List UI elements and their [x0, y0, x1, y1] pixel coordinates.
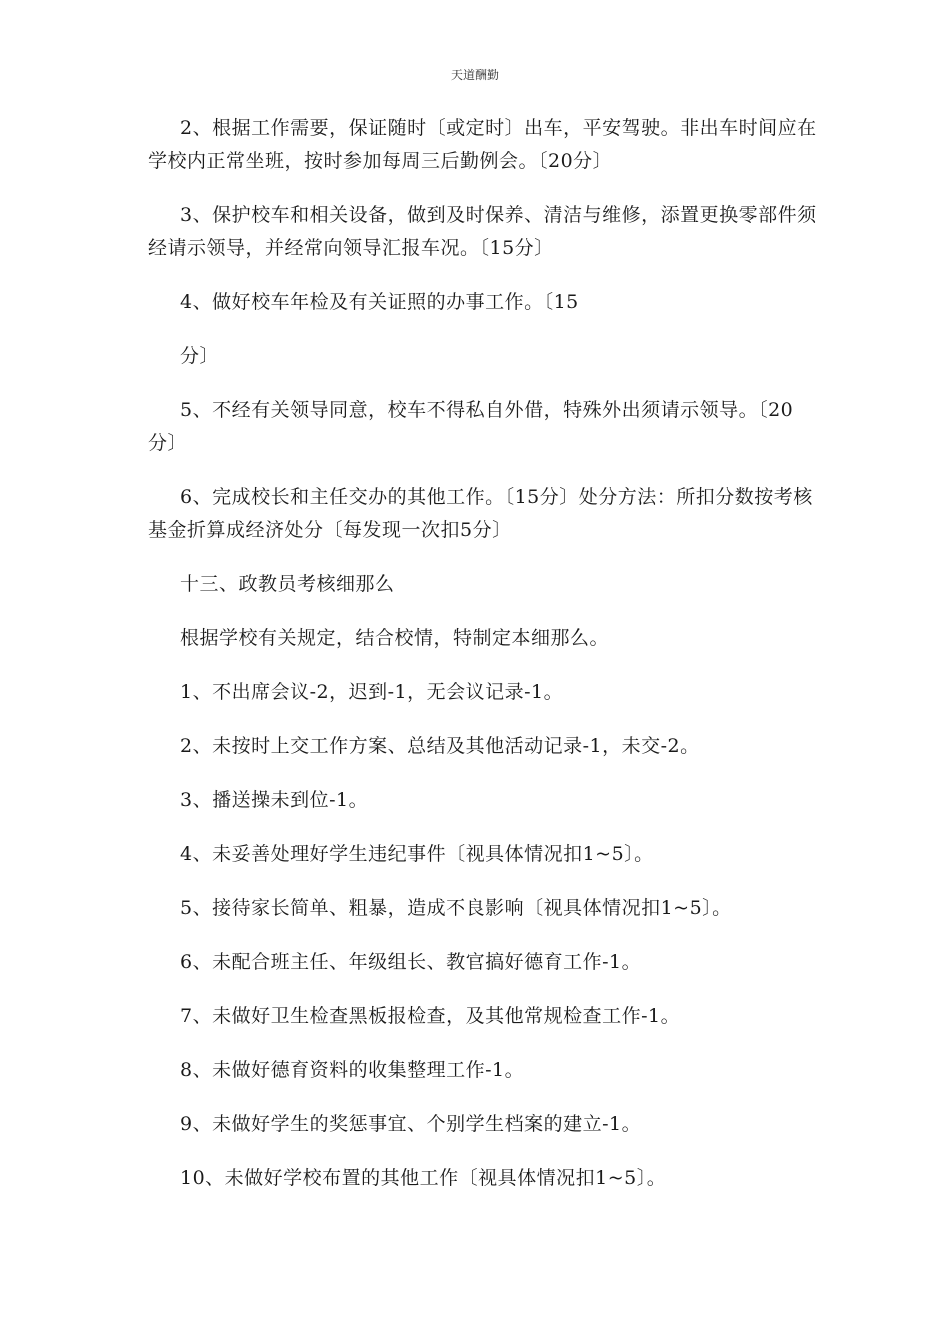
- paragraph-driver-duty-2: 2、根据工作需要，保证随时〔或定时〕出车，平安驾驶。非出车时间应在学校内正常坐班，按时参加每周三后勤例会。〔20分〕: [148, 117, 817, 172]
- rule-item-6: 6、未配合班主任、年级组长、教官搞好德育工作-1。: [180, 951, 642, 973]
- paragraph-driver-duty-4: 4、做好校车年检及有关证照的办事工作。〔15: [180, 291, 579, 313]
- rule-item-7: 7、未做好卫生检查黑板报检查，及其他常规检查工作-1。: [180, 1005, 681, 1027]
- paragraph-intro: 根据学校有关规定，结合校情，特制定本细那么。: [180, 627, 610, 649]
- rule-item-2: 2、未按时上交工作方案、总结及其他活动记录-1，未交-2。: [180, 735, 700, 757]
- rule-item-8: 8、未做好德育资料的收集整理工作-1。: [180, 1059, 525, 1081]
- rule-item-9: 9、未做好学生的奖惩事宜、个别学生档案的建立-1。: [180, 1113, 642, 1135]
- rule-item-3: 3、播送操未到位-1。: [180, 789, 369, 811]
- section-heading-13: 十三、政教员考核细那么: [180, 573, 395, 595]
- paragraph-driver-duty-4-continued: 分〕: [180, 345, 220, 367]
- rule-item-1: 1、不出席会议-2，迟到-1，无会议记录-1。: [180, 681, 564, 703]
- rule-item-5: 5、接待家长简单、粗暴，造成不良影响〔视具体情况扣1~5〕。: [180, 897, 732, 919]
- rule-item-4: 4、未妥善处理好学生违纪事件〔视具体情况扣1~5〕。: [180, 843, 654, 865]
- page-header: 天道酬勤: [450, 68, 499, 82]
- rule-item-10: 10、未做好学校布置的其他工作〔视具体情况扣1~5〕。: [180, 1167, 667, 1189]
- paragraph-driver-duty-3: 3、保护校车和相关设备，做到及时保养、清洁与维修，添置更换零部件须经请示领导，并经常向领导汇报车况。〔15分〕: [148, 204, 817, 259]
- paragraph-driver-duty-6: 6、完成校长和主任交办的其他工作。〔15分〕处分方法：所扣分数按考核基金折算成经济处分〔每发现一次扣5分〕: [148, 486, 813, 541]
- document-body: [148, 112, 820, 1216]
- paragraph-driver-duty-5: 5、不经有关领导同意，校车不得私自外借，特殊外出须请示领导。〔20分〕: [148, 399, 794, 454]
